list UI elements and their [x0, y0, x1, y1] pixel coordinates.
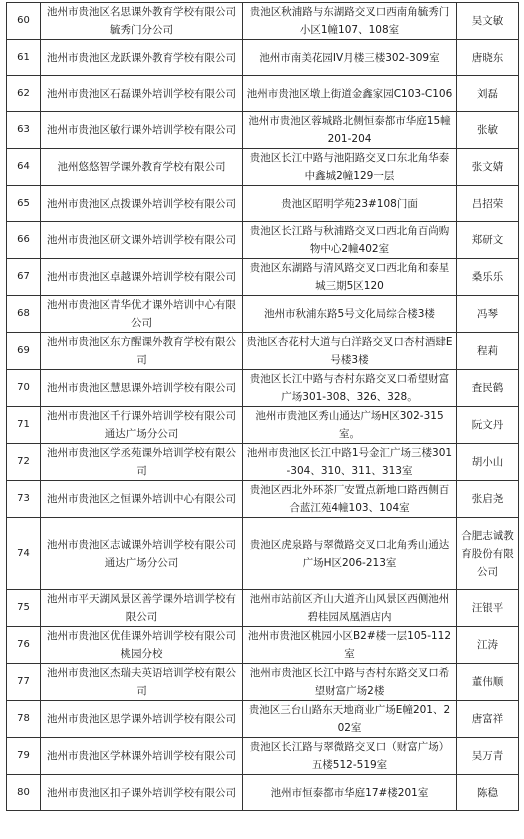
row-number: 67 — [7, 259, 41, 296]
legal-representative: 刘磊 — [457, 76, 519, 112]
school-name: 池州市贵池区志诚课外培训学校有限公司通达广场分公司 — [41, 518, 243, 590]
school-address: 池州市站前区齐山大道齐山风景区西侧池州碧桂园凤凰酒店内 — [243, 590, 457, 627]
row-number: 72 — [7, 444, 41, 481]
legal-representative: 张文婧 — [457, 149, 519, 186]
legal-representative: 汪银平 — [457, 590, 519, 627]
row-number: 63 — [7, 112, 41, 149]
school-address: 贵池区长江中路与杏村东路交叉口希望财富广场301-308、326、328。 — [243, 370, 457, 407]
table-row — [7, 149, 519, 186]
table-body — [7, 3, 519, 811]
legal-representative: 程莉 — [457, 333, 519, 370]
legal-representative: 江涛 — [457, 627, 519, 664]
row-number: 60 — [7, 3, 41, 40]
table-row — [7, 590, 519, 627]
table-row — [7, 664, 519, 701]
row-number: 71 — [7, 407, 41, 444]
school-name: 池州市贵池区之恒课外培训中心有限公司 — [41, 481, 243, 518]
table-row — [7, 370, 519, 407]
row-number: 74 — [7, 518, 41, 590]
legal-representative: 胡小山 — [457, 444, 519, 481]
school-name: 池州市贵池区龙跃课外教育学校有限公司 — [41, 40, 243, 76]
legal-representative: 吴万青 — [457, 738, 519, 775]
school-address: 贵池区东湖路与清风路交叉口西北角和泰星城三期5区120 — [243, 259, 457, 296]
legal-representative: 吴文敏 — [457, 3, 519, 40]
row-number: 75 — [7, 590, 41, 627]
school-name: 池州市贵池区研文课外培训学校有限公司 — [41, 222, 243, 259]
school-name: 池州市贵池区杰瑞夫英语培训学校有限公司 — [41, 664, 243, 701]
legal-representative: 合肥志诚教育股份有限公司 — [457, 518, 519, 590]
table-row — [7, 481, 519, 518]
school-name: 池州市贵池区思学课外培训学校有限公司 — [41, 701, 243, 738]
legal-representative: 冯琴 — [457, 296, 519, 333]
row-number: 62 — [7, 76, 41, 112]
school-name: 池州市贵池区学林课外培训学校有限公司 — [41, 738, 243, 775]
row-number: 70 — [7, 370, 41, 407]
school-address: 池州市恒泰都市华庭17#楼201室 — [243, 775, 457, 811]
legal-representative: 唐富祥 — [457, 701, 519, 738]
school-name: 池州市贵池区学丞苑课外培训学校有限公司 — [41, 444, 243, 481]
school-address: 贵池区虎泉路与翠微路交叉口北角秀山通达广场H区206-213室 — [243, 518, 457, 590]
table-row — [7, 76, 519, 112]
legal-representative: 张敏 — [457, 112, 519, 149]
row-number: 76 — [7, 627, 41, 664]
school-address: 池州市贵池区长江中路1号金汇广场三楼301-304、310、311、313室 — [243, 444, 457, 481]
row-number: 78 — [7, 701, 41, 738]
legal-representative: 张启尧 — [457, 481, 519, 518]
legal-representative: 陈稳 — [457, 775, 519, 811]
school-name: 池州市贵池区敏行课外培训学校有限公司 — [41, 112, 243, 149]
table-row — [7, 259, 519, 296]
row-number: 61 — [7, 40, 41, 76]
school-name: 池州市贵池区扣子课外培训学校有限公司 — [41, 775, 243, 811]
table-row — [7, 296, 519, 333]
table-row — [7, 701, 519, 738]
row-number: 73 — [7, 481, 41, 518]
table-row — [7, 222, 519, 259]
legal-representative: 董伟顺 — [457, 664, 519, 701]
school-name: 池州悠悠智学课外教育学校有限公司 — [41, 149, 243, 186]
school-address: 贵池区昭明学苑23#108门面 — [243, 186, 457, 222]
table-row — [7, 444, 519, 481]
school-name: 池州市贵池区石磊课外培训学校有限公司 — [41, 76, 243, 112]
school-name: 池州市平天湖风景区善学课外培训学校有限公司 — [41, 590, 243, 627]
school-address: 池州市贵池区桃园小区B2#楼一层105-112室 — [243, 627, 457, 664]
row-number: 69 — [7, 333, 41, 370]
row-number: 79 — [7, 738, 41, 775]
legal-representative: 唐晓东 — [457, 40, 519, 76]
school-address: 贵池区长江路与翠微路交叉口（财富广场）五楼512-519室 — [243, 738, 457, 775]
school-address: 贵池区西北外环茶厂安置点新地口路西侧百合蓝江苑4幢103、104室 — [243, 481, 457, 518]
table-row — [7, 40, 519, 76]
school-address: 池州市秋浦东路5号文化局综合楼3楼 — [243, 296, 457, 333]
table-row — [7, 738, 519, 775]
table-row — [7, 112, 519, 149]
table-row — [7, 627, 519, 664]
school-address: 池州市贵池区长江中路与杏村东路交叉口希望财富广场2楼 — [243, 664, 457, 701]
table-row — [7, 333, 519, 370]
legal-representative: 桑乐乐 — [457, 259, 519, 296]
legal-representative: 吕招荣 — [457, 186, 519, 222]
school-name: 池州市贵池区千行课外培训学校有限公司通达广场分公司 — [41, 407, 243, 444]
legal-representative: 郑研文 — [457, 222, 519, 259]
school-address: 贵池区杏花村大道与白洋路交叉口杏村酒肆E号楼3楼 — [243, 333, 457, 370]
school-address: 贵池区长江中路与池阳路交叉口东北角华泰中鑫城2幢129一层 — [243, 149, 457, 186]
table-row — [7, 3, 519, 40]
row-number: 65 — [7, 186, 41, 222]
school-name: 池州市贵池区慧思课外培训学校有限公司 — [41, 370, 243, 407]
table-row — [7, 775, 519, 811]
legal-representative: 阮文丹 — [457, 407, 519, 444]
school-address: 池州市贵池区蓉城路北侧恒泰都市华庭15幢201-204 — [243, 112, 457, 149]
row-number: 77 — [7, 664, 41, 701]
school-address: 贵池区秋浦路与东湖路交叉口西南角毓秀门小区1幢107、108室 — [243, 3, 457, 40]
school-name: 池州市贵池区青华优才课外培训中心有限公司 — [41, 296, 243, 333]
row-number: 66 — [7, 222, 41, 259]
school-name: 池州市贵池区优佳课外培训学校有限公司桃园分校 — [41, 627, 243, 664]
row-number: 64 — [7, 149, 41, 186]
table-row — [7, 407, 519, 444]
school-address: 池州市南美花园IV月楼三楼302-309室 — [243, 40, 457, 76]
row-number: 80 — [7, 775, 41, 811]
school-address: 贵池区三台山路东天地商业广场E幢201、202室 — [243, 701, 457, 738]
school-address: 池州市贵池区墩上街道金鑫家园C103-C106 — [243, 76, 457, 112]
legal-representative: 査民鹤 — [457, 370, 519, 407]
school-address: 贵池区长江路与秋浦路交叉口西北角百尚购物中心2幢402室 — [243, 222, 457, 259]
row-number: 68 — [7, 296, 41, 333]
school-registry-table — [6, 2, 519, 811]
school-name: 池州市贵池区东方醒课外教育学校有限公司 — [41, 333, 243, 370]
table-row — [7, 518, 519, 590]
school-address: 池州市贵池区秀山通达广场H区302-315室。 — [243, 407, 457, 444]
school-name: 池州市贵池区名思课外教育学校有限公司毓秀门分公司 — [41, 3, 243, 40]
school-name: 池州市贵池区点拨课外培训学校有限公司 — [41, 186, 243, 222]
table-row — [7, 186, 519, 222]
school-name: 池州市贵池区卓越课外培训学校有限公司 — [41, 259, 243, 296]
